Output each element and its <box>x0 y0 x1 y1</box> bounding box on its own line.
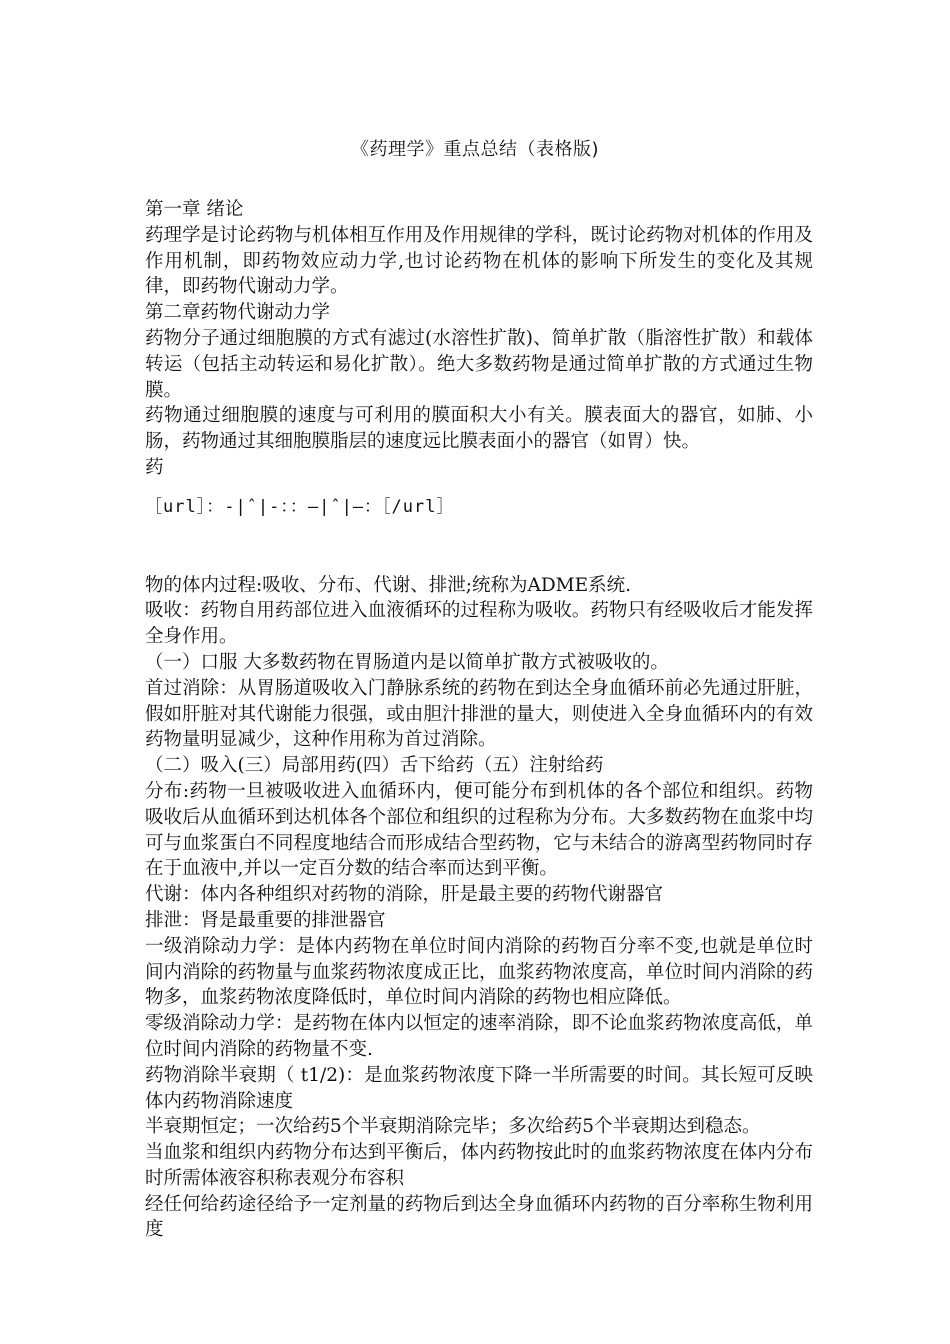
paragraph: 经任何给药途径给予一定剂量的药物后到达全身血循环内药物的百分率称生物利用度 <box>145 1193 813 1241</box>
spacer <box>145 481 813 495</box>
paragraph: 药物消除半衰期（ t1/2)：是血浆药物浓度下降一半所需要的时间。其长短可反映体内药物消除速度 <box>145 1064 813 1112</box>
paragraph: 药物通过细胞膜的速度与可利用的膜面积大小有关。膜表面大的器官，如肺、小肠，药物通过其细胞膜脂层的速度远比膜表面小的器官（如胃）快。 <box>145 405 813 453</box>
chapter-heading: 第二章药物代谢动力学 <box>145 302 331 324</box>
paragraph: 排泄：肾是最重要的排泄器官 <box>145 909 386 931</box>
paragraph: 代谢：体内各种组织对药物的消除，肝是最主要的药物代谢器官 <box>145 884 664 906</box>
paragraph: 半衰期恒定；一次给药5个半衰期消除完毕；多次给药5个半衰期达到稳态。 <box>145 1116 761 1138</box>
document-title: 《药理学》重点总结（表格版) <box>350 139 600 160</box>
paragraph: 分布:药物一旦被吸收进入血循环内，便可能分布到机体的各个部位和组织。药物吸收后从血循环到达机体各个部位和组织的过程称为分布。大多数药物在血浆中均可与血浆蛋白不同程度地结合而形成结合型药物，它与未结合的游离型药物同时存在于血液中,并以一定百分数的结合率而达到平衡。 <box>145 780 813 880</box>
url-artifact-line: ［url］：-|ˆ|-：：—|ˆ|—：［/url］ <box>145 496 455 517</box>
spacer <box>145 521 813 573</box>
paragraph: 药理学是讨论药物与机体相互作用及作用规律的学科，既讨论药物对机体的作用及作用机制，即药物效应动力学,也讨论药物在机体的影响下所发生的变化及其规律，即药物代谢动力学。 <box>145 224 813 298</box>
paragraph: 吸收：药物自用药部位进入血液循环的过程称为吸收。药物只有经吸收后才能发挥全身作用。 <box>145 600 813 648</box>
chapter-heading: 第一章 绪论 <box>145 199 244 220</box>
paragraph: 零级消除动力学：是药物在体内以恒定的速率消除，即不论血浆药物浓度高低，单位时间内消除的药物量不变. <box>145 1013 813 1060</box>
paragraph: 药 <box>145 456 164 478</box>
paragraph: 当血浆和组织内药物分布达到平衡后，体内药物按此时的血浆药物浓度在体内分布时所需体液容积称表观分布容积 <box>145 1142 813 1189</box>
paragraph: 首过消除：从胃肠道吸收入门静脉系统的药物在到达全身血循环前必先通过肝脏，假如肝脏对其代谢能力很强，或由胆汁排泄的量大，则使进入全身血循环内的有效药物量明显减少，这种作用称为首过消除。 <box>145 677 813 751</box>
paragraph: 一级消除动力学：是体内药物在单位时间内消除的药物百分率不变,也就是单位时间内消除的药物量与血浆药物浓度成正比，血浆药物浓度高，单位时间内消除的药物多，血浆药物浓度降低时，单位时间内消除的药物也相应降低。 <box>145 935 813 1009</box>
paragraph: 药物分子通过细胞膜的方式有滤过(水溶性扩散)、简单扩散（脂溶性扩散）和载体转运（包括主动转运和易化扩散）。绝大多数药物是通过简单扩散的方式通过生物膜。 <box>145 327 813 401</box>
document-body <box>145 197 813 1243</box>
paragraph: 物的体内过程:吸收、分布、代谢、排泄;统称为ADME系统. <box>145 574 631 596</box>
paragraph: （二）吸入(三）局部用药(四）舌下给药（五）注射给药 <box>145 755 604 777</box>
paragraph: （一）口服 大多数药物在胃肠道内是以简单扩散方式被吸收的。 <box>145 651 669 673</box>
